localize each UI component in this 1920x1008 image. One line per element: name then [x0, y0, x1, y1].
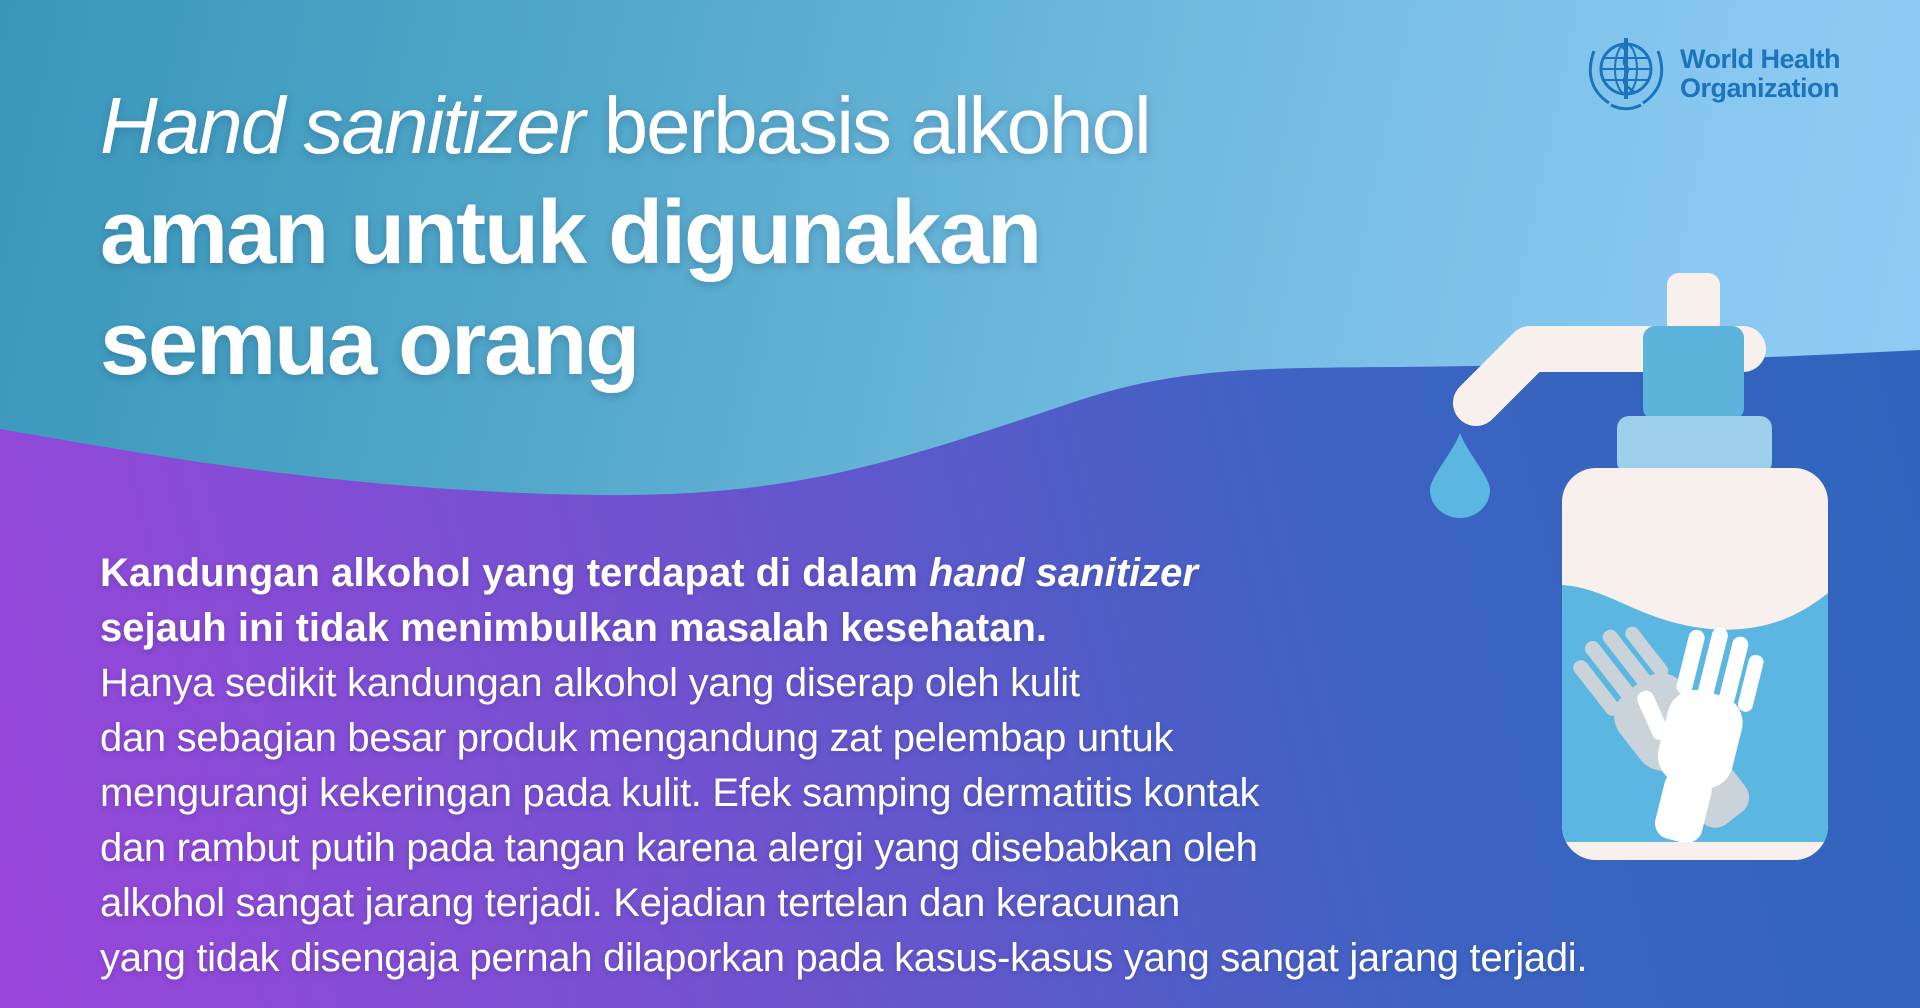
droplet-icon — [1430, 433, 1490, 518]
pump-stem — [1667, 273, 1720, 335]
headline-line1-rest: berbasis alkohol — [583, 81, 1150, 170]
body-line: mengurangi kekeringan pada kulit. Efek samping dermatitis kontak — [100, 771, 1260, 815]
body-line: dan sebagian besar produk mengandung zat pelembap untuk — [100, 716, 1174, 760]
who-logo — [1584, 32, 1840, 116]
bottle-bottom-strip — [1562, 842, 1828, 862]
headline-line1-italic: Hand sanitizer — [100, 81, 584, 170]
bottle-neck — [1617, 416, 1772, 474]
body-paragraph — [100, 546, 1587, 986]
body-line: yang tidak disengaja pernah dilaporkan pada kasus-kasus yang sangat jarang terjadi. — [100, 936, 1588, 980]
pump-collar — [1643, 326, 1744, 420]
who-emblem-icon — [1584, 32, 1668, 116]
who-wordmark-line2: Organization — [1680, 73, 1840, 103]
body-bold-line1-prefix: Kandungan alkohol yang terdapat di dalam — [100, 551, 930, 595]
body-line: alkohol sangat jarang terjadi. Kejadian tertelan dan keracunan — [100, 881, 1180, 925]
headline-line2: aman untuk digunakan — [100, 183, 1041, 283]
who-wordmark — [1680, 45, 1840, 103]
body-bold-line1-italic: hand sanitizer — [929, 551, 1198, 595]
headline-line3: semua orang — [100, 294, 639, 394]
body-line: dan rambut putih pada tangan karena alergi yang disebabkan oleh — [100, 826, 1258, 870]
headline — [100, 74, 1150, 400]
body-line: Hanya sedikit kandungan alkohol yang diserap oleh kulit — [100, 661, 1080, 705]
who-wordmark-line1: World Health — [1680, 44, 1841, 74]
body-bold-line1 — [100, 546, 1587, 601]
headline-line1 — [100, 74, 1150, 178]
body-bold-line2: sejauh ini tidak menimbulkan masalah kesehatan. — [100, 606, 1048, 650]
